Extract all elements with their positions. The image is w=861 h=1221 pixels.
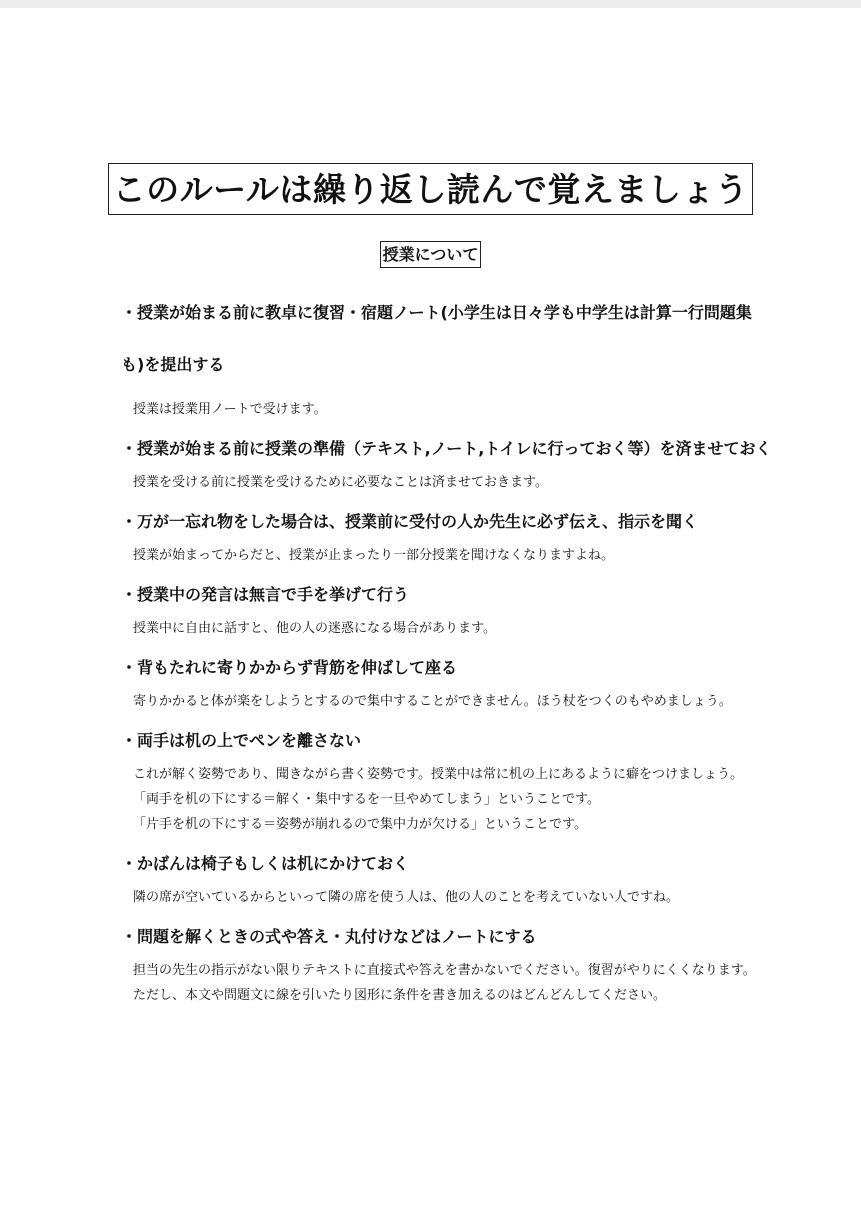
rule-description — [133, 885, 761, 910]
rule-description — [133, 762, 761, 837]
document-page — [0, 8, 861, 1221]
rule-item — [121, 434, 772, 495]
rule-item — [121, 726, 761, 837]
rule-item — [121, 580, 761, 641]
rule-heading: ・両手は机の上でペンを離さない — [121, 731, 362, 750]
section-label: 授業について — [380, 241, 482, 268]
title-container — [0, 163, 861, 215]
section-label-container — [0, 241, 861, 268]
rule-description — [133, 616, 761, 641]
rule-item — [121, 922, 761, 1008]
page-top-border — [0, 0, 861, 8]
rule-heading: ・授業中の発言は無言で手を挙げて行う — [121, 585, 410, 604]
rules-list — [121, 297, 772, 1020]
rule-description — [133, 958, 761, 1008]
rule-description-line: 授業中に自由に話すと、他の人の迷惑になる場合があります。 — [133, 621, 496, 636]
rule-description-line: ただし、本文や問題文に線を引いたり図形に条件を書き加えるのはどんどんしてください。 — [133, 988, 667, 1003]
rule-heading: ・かばんは椅子もしくは机にかけておく — [121, 854, 410, 873]
rule-description-line: 授業が始まってからだと、授業が止まったり一部分授業を聞けなくなりますよね。 — [133, 548, 615, 563]
rule-description-line: 授業は授業用ノートで受けます。 — [133, 402, 327, 417]
rule-description-line: 担当の先生の指示がない限りテキストに直接式や答えを書かないでください。復習がやりにくくなります。 — [133, 963, 756, 978]
rule-item — [121, 653, 761, 714]
rule-description-line: 「両手を机の下にする＝解く・集中するを一旦やめてしまう」ということです。 — [133, 792, 600, 807]
rule-heading: ・問題を解くときの式や答え・丸付けなどはノートにする — [121, 927, 537, 946]
rule-description-line: これが解く姿勢であり、聞きながら書く姿勢です。授業中は常に机の上にあるように癖をつけましょう。 — [133, 767, 743, 782]
rule-description — [133, 470, 761, 495]
page-title: このルールは繰り返し読んで覚えましょう — [108, 163, 754, 215]
rule-description — [133, 397, 761, 422]
rule-description — [133, 689, 761, 714]
rule-description-line: 隣の席が空いているからといって隣の席を使う人は、他の人のことを考えていない人ですね。 — [133, 890, 680, 905]
rule-heading: ・万が一忘れ物をした場合は、授業前に受付の人か先生に必ず伝え、指示を聞く — [121, 512, 698, 531]
rule-item — [121, 849, 761, 910]
rule-description-line: 「片手を机の下にする＝姿勢が崩れるので集中力が欠ける」ということです。 — [133, 817, 587, 832]
rule-heading: ・背もたれに寄りかからず背筋を伸ばして座る — [121, 658, 458, 677]
rule-description-line: 授業を受ける前に授業を受けるために必要なことは済ませておきます。 — [133, 475, 548, 490]
rule-heading: ・授業が始まる前に教卓に復習・宿題ノート(小学生は日々学も中学生は計算一行問題集も)を提出する — [121, 303, 752, 374]
rule-description — [133, 543, 761, 568]
rule-item — [121, 287, 761, 422]
rule-item — [121, 507, 761, 568]
rule-heading: ・授業が始まる前に授業の準備（テキスト,ノート,トイレに行っておく等）を済ませておく — [121, 439, 772, 458]
rule-description-line: 寄りかかると体が楽をしようとするので集中することができません。ほう杖をつくのもやめましょう。 — [133, 694, 732, 709]
